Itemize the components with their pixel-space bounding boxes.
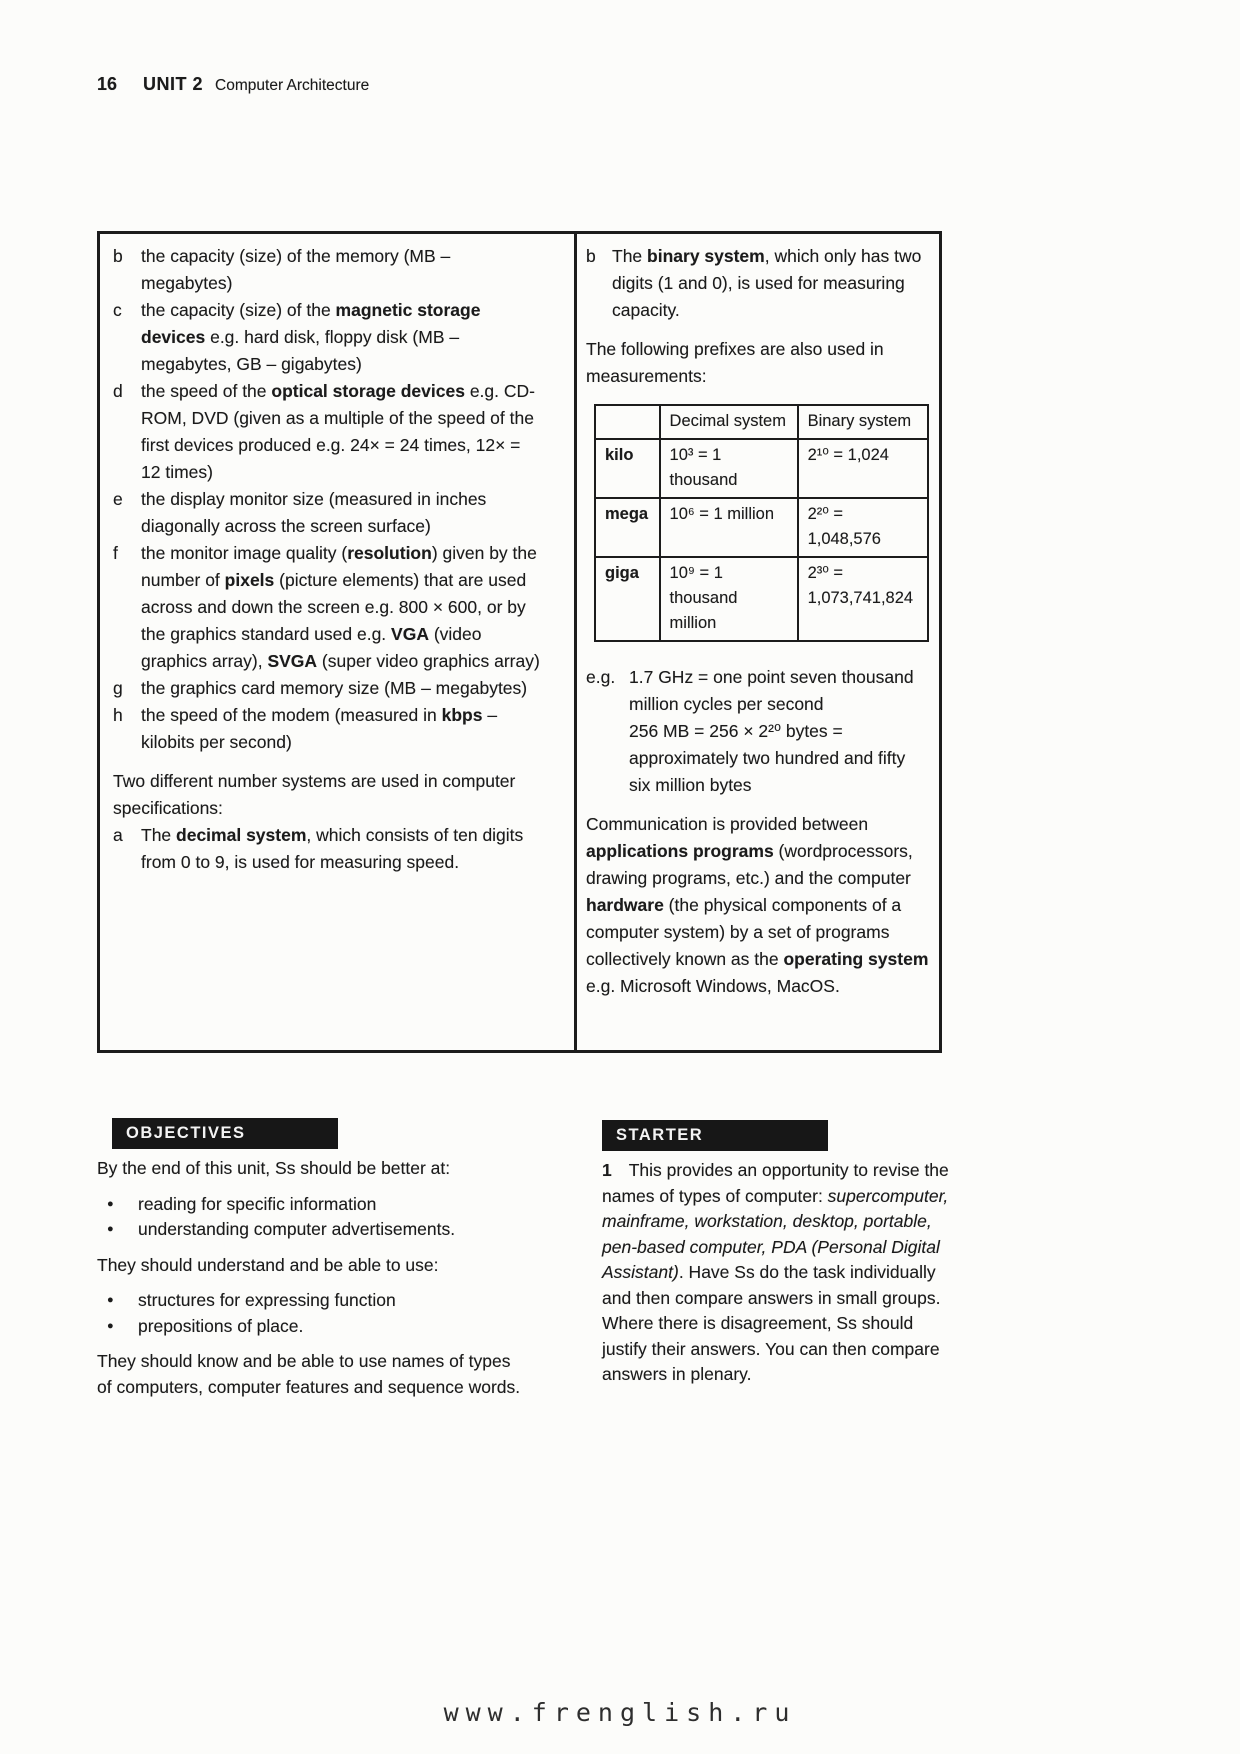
bullet-item: ● prepositions of place. bbox=[97, 1314, 525, 1340]
table-row-mega bbox=[595, 498, 928, 557]
item-letter: f bbox=[113, 543, 118, 563]
list-item-e bbox=[113, 486, 542, 540]
list-item-g bbox=[113, 675, 542, 702]
example-lines bbox=[629, 664, 929, 799]
prefix-cell: kilo bbox=[595, 439, 660, 498]
starter-heading-bar bbox=[602, 1120, 828, 1151]
list-item-h bbox=[113, 702, 542, 756]
decimal-cell: 10⁹ = 1 thousand million bbox=[660, 557, 798, 641]
list-item-c bbox=[113, 297, 542, 378]
item-letter: b bbox=[586, 246, 596, 266]
binary-cell: 2¹⁰ = 1,024 bbox=[798, 439, 928, 498]
item-text: the capacity (size) of the magnetic storage devices e.g. hard disk, floppy disk (MB – megabytes, GB – gigabytes) bbox=[141, 300, 481, 374]
bullet-item: ● understanding computer advertisements. bbox=[97, 1217, 525, 1243]
bullet-item: ● structures for expressing function bbox=[97, 1288, 525, 1314]
decimal-cell: 10³ = 1 thousand bbox=[660, 439, 798, 498]
reference-box-left-column bbox=[100, 234, 577, 1050]
prefix-cell: giga bbox=[595, 557, 660, 641]
objectives-heading-bar bbox=[112, 1118, 338, 1149]
item-text: the speed of the modem (measured in kbps – kilobits per second) bbox=[141, 705, 498, 752]
list-item-b bbox=[113, 243, 542, 297]
objectives-outro: They should know and be able to use names of types of computers, computer features and sequence words. bbox=[97, 1351, 521, 1397]
list-item-b-binary bbox=[586, 243, 929, 324]
item-letter: a bbox=[113, 825, 123, 845]
item-letter: c bbox=[113, 300, 122, 320]
binary-cell: 2²⁰ = 1,048,576 bbox=[798, 498, 928, 557]
starter-item-text: This provides an opportunity to revise the names of types of computer: supercomputer, mainframe, workstation, desktop, portable, pen-based computer, PDA (Personal Digital Assistant). Have Ss do the task individually and then compare answers in small groups. Where there is disagreement, Ss should justify their answers. You can then compare answers in plenary. bbox=[602, 1160, 949, 1384]
spec-list bbox=[113, 243, 542, 756]
list-item-f bbox=[113, 540, 542, 675]
footer-url: www.frenglish.ru bbox=[443, 1698, 797, 1727]
reference-box-right-column bbox=[577, 234, 939, 1050]
example-line: 256 MB = 256 × 2²⁰ bytes = approximately two hundred and fifty six million bytes bbox=[629, 721, 906, 795]
example-label: e.g. bbox=[586, 667, 616, 687]
number-system-list bbox=[586, 243, 929, 324]
prefixes-paragraph: The following prefixes are also used in measurements: bbox=[586, 339, 884, 386]
objectives-intro: By the end of this unit, Ss should be better at: bbox=[97, 1158, 451, 1178]
item-letter: g bbox=[113, 678, 123, 698]
item-text: The binary system, which only has two digits (1 and 0), is used for measuring capacity. bbox=[612, 246, 922, 320]
starter-item bbox=[602, 1158, 958, 1388]
prefix-cell: mega bbox=[595, 498, 660, 557]
item-text: the display monitor size (measured in inches diagonally across the screen surface) bbox=[141, 489, 487, 536]
bullet-item: ● reading for specific information bbox=[97, 1192, 525, 1218]
table-header-row bbox=[595, 405, 928, 439]
objectives-section bbox=[97, 1156, 525, 1410]
objectives-intro: They should understand and be able to use: bbox=[97, 1254, 439, 1275]
header-cell-decimal: Decimal system bbox=[660, 405, 798, 439]
example-block bbox=[586, 664, 929, 799]
starter-heading: STARTER bbox=[616, 1126, 704, 1144]
objectives-heading: OBJECTIVES bbox=[126, 1124, 246, 1142]
item-text: the capacity (size) of the memory (MB – megabytes) bbox=[141, 246, 451, 293]
header-cell-blank bbox=[595, 405, 660, 439]
objectives-bullet-list bbox=[97, 1288, 525, 1339]
decimal-cell: 10⁶ = 1 million bbox=[660, 498, 798, 557]
item-text: the speed of the optical storage devices e.g. CD-ROM, DVD (given as a multiple of the speed of the first devices produced e.g. 24× = 24 times, 12× = 12 times) bbox=[141, 381, 535, 482]
item-letter: h bbox=[113, 705, 123, 725]
list-item-d bbox=[113, 378, 542, 486]
unit-label: UNIT 2 bbox=[143, 74, 204, 94]
table-row-kilo bbox=[595, 439, 928, 498]
list-item-a bbox=[113, 822, 542, 876]
page-number: 16 bbox=[97, 74, 118, 94]
objectives-bullet-list bbox=[97, 1192, 525, 1243]
item-text: the graphics card memory size (MB – megabytes) bbox=[141, 678, 528, 698]
starter-item-number: 1 bbox=[602, 1160, 612, 1180]
item-letter: d bbox=[113, 381, 123, 401]
page-header bbox=[97, 74, 369, 95]
item-letter: e bbox=[113, 489, 123, 509]
number-system-list bbox=[113, 822, 542, 876]
table-row-giga bbox=[595, 557, 928, 641]
header-cell-binary: Binary system bbox=[798, 405, 928, 439]
reference-box bbox=[97, 231, 942, 1053]
item-text: the monitor image quality (resolution) given by the number of pixels (picture elements) that are used across and down the screen e.g. 800 × 600, or by the graphics standard used e.g. VGA (video graphics array), SVGA (super video graphics array) bbox=[141, 543, 540, 671]
example-line: 1.7 GHz = one point seven thousand million cycles per second bbox=[629, 667, 914, 714]
item-letter: b bbox=[113, 246, 123, 266]
communication-paragraph: Communication is provided between applications programs (wordprocessors, drawing programs, etc.) and the computer hardware (the physical components of a computer system) by a set of programs collectively known as the operating system e.g. Microsoft Windows, MacOS. bbox=[586, 814, 929, 996]
unit-title: Computer Architecture bbox=[215, 77, 370, 94]
item-text: The decimal system, which consists of ten digits from 0 to 9, is used for measuring speed. bbox=[141, 825, 524, 872]
binary-cell: 2³⁰ = 1,073,741,824 bbox=[798, 557, 928, 641]
number-systems-paragraph: Two different number systems are used in computer specifications: bbox=[113, 771, 516, 818]
prefix-table bbox=[594, 404, 929, 642]
starter-section bbox=[602, 1158, 958, 1398]
